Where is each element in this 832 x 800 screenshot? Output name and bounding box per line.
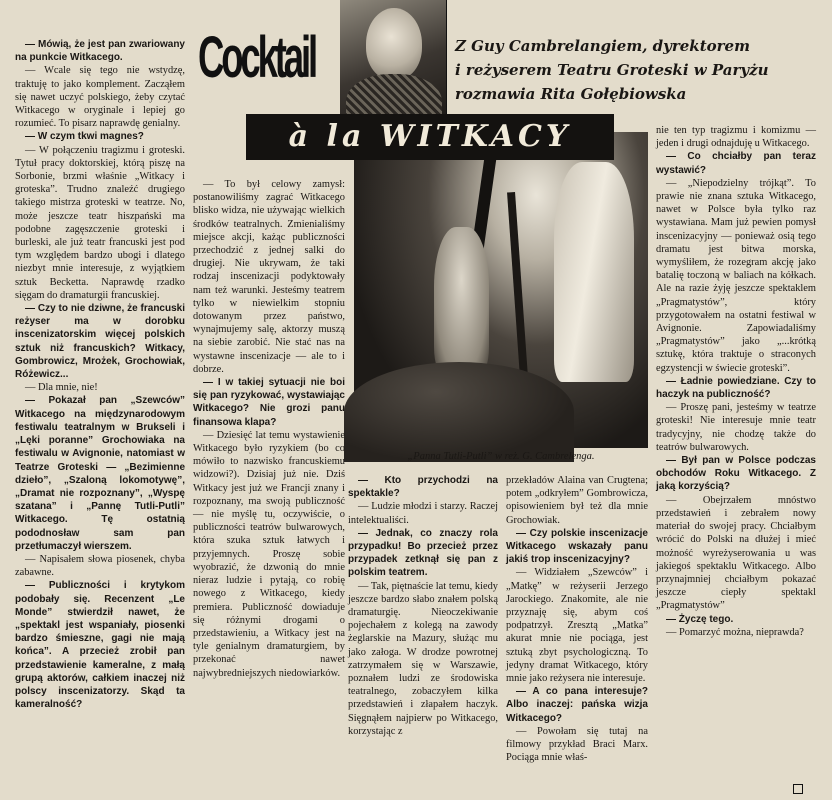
question-paragraph: — I w takiej sytuacji nie boi się pan ryzykować, wystawiając Witkacego? Nie grozi panu finansowa klapa?	[193, 377, 345, 428]
intro-line: Z Guy Cambrelangiem, dyrektorem	[455, 37, 750, 55]
end-square-icon	[793, 784, 803, 794]
question-paragraph: — W czym tkwi magnes?	[25, 131, 144, 143]
column-4	[506, 474, 648, 798]
question-paragraph: — Publiczności i krytykom podobały się. Recenzent „Le Monde” stwierdził nawet, że „spektakl jest wspaniały, piosenki bardzo śmieszne, gagi nie mają końca”. A przecież zrobił pan przedstawienie kameralne, z małą grupą aktorów, całkiem inaczej niż polscy inscenizatorzy. Skąd ta kameralność?	[15, 580, 185, 711]
portrait-head-shape	[366, 8, 422, 80]
intro-line: rozmawia Rita Gołębiowska	[455, 85, 687, 103]
headline: Cocktail	[198, 25, 315, 90]
question-paragraph: — Pokazał pan „Szewców” Witkacego na międzynarodowym festiwalu teatralnym w Brukseli i „Lęki poranne” Grochowiaka na festiwalu w Avignonie, natomiast w Teatrze Groteski — „Bezimienne dzieło”, „Szaloną lokomotywę”, „Dramat nie rozpoznany”, „Wyspę szatana” i „Pannę Tutli-Putli” Witkacego. Tę ostatnią pododnosław sam pan przetłumaczył wierszem.	[15, 395, 185, 552]
answer-paragraph: — To był celowy zamysł: postanowiliśmy zagrać Witkacego blisko widza, nie używając wielkich środków teatralnych. Zmienialiśmy miejsce akcji, każąc publiczności przechodzić z jednej salki do drugiej. Nie ukrywam, że taki rodzaj inscenizacji podyktowały nam też warunki. Jesteśmy teatrem tylko w niewielkim stopniu dotowanym przez państwo, wynajmujemy salę, aktorzy muszą na siebie zarobić. Nie stać nas na wystawne inscenizacje — ale to i dobrze.	[193, 179, 345, 375]
column-1	[15, 38, 185, 798]
question-paragraph: — Był pan w Polsce podczas obchodów Roku Witkacego. Z jaką korzyścią?	[656, 455, 816, 493]
intro-line: i reżyserem Teatru Groteski w Paryżu	[455, 61, 769, 79]
answer-paragraph: — Dziesięć lat temu wystawienie Witkacego było ryzykiem (bo co mówiło to nazwisko francuskiemu widzowi?). Dzisiaj już nie. Dziś Witkacy jest już we Francji znany i rozpoznany, ma swoją publiczność — nie myślę tu, oczywiście, o publiczności teatrów bulwarowych, która szuka sztuk łatwych i przyjemnych. Proszę sobie wyobrazić, że dzwonią do mnie nieraz ludzie i pytają, co robię nowego z Witkacego, kiedy premiera. Publiczność dowiaduje się różnymi drogami o przedstawieniu, a Witkacy jest na tyle genialnym dramaturgiem, by przekonać nawet najwybredniejszych niedowiarków.	[193, 429, 345, 679]
answer-paragraph: — „Niepodzielny trójkąt”. To prawie nie znana sztuka Witkacego, nawet w Polsce była tylko raz wystawiana. Mam już pewien pomysł inscenizacyjny — ponieważ osią tego dramatu jest bitwa morska, wymyśliłem, że rozegram akcję jako batalię toczoną w baliach na kółkach. Ale na razie żyję jeszcze spektaklem „Pragmatystów”, który przygotowałem na ostatni festiwal w Avignonie. Zapowiadaliśmy „Pragmatystów” jako „...krótką sztukę, która traktuje o straconych egzystencji w świecie groteski”.	[656, 177, 816, 374]
answer-paragraph: nie ten typ tragizmu i komizmu — jeden i drugi odnajduję u Witkacego.	[656, 125, 816, 150]
intro-byline	[455, 34, 815, 106]
question-paragraph: — Jednak, co znaczy rola przypadku! Bo przecież przez przypadek zetknął się pan z polskim teatrem.	[348, 527, 498, 579]
question-paragraph: — Co chciałby pan teraz wystawić?	[656, 151, 816, 176]
answer-paragraph: — Proszę pani, jesteśmy w teatrze groteski! Nie interesuje mnie teatr tradycyjny, nie chodzę także do teatrów bulwarowych.	[656, 402, 816, 453]
answer-paragraph: — Obejrzałem mnóstwo przedstawień i zebrałem nowy materiał do swojej pracy. Chciałbym wrócić do Polski na dłużej i mieć możność wyreżyserowania u was jakiegoś spektaklu Witkacego. Albo przynajmniej chciałbym pokazać jeszcze ciepły spektakl „Pragmatystów”	[656, 494, 816, 612]
answer-paragraph: — W połączeniu tragizmu i groteski. Tytuł pracy doktorskiej, którą piszę na Sorbonie, brzmi właśnie „Witkacy i groteska”. Trudno znaleźć drugiego takiego mistrza groteski w teatrze. No, może jeszcze teatr hiszpański ma podobne zagęszczenie groteski i burleski, ale już teatr francuski jest pod tym względem bardzo ubogi i dlatego niezbyt mnie interesuje, z wyjątkiem sztuk Becketta. Naprawdę rzadko sięgam do dramaturgii francuskiej.	[15, 144, 185, 301]
question-paragraph: — Czy to nie dziwne, że francuski reżyser ma w dorobku inscenizatorskim więcej polskich sztuk niż francuskich? Witkacy, Gombrowicz, Mrożek, Grochowiak, Różewicz...	[15, 303, 185, 381]
question-paragraph: — Czy polskie inscenizacje Witkacego wskazały panu jakiś trop inscenizacyjny?	[506, 527, 648, 566]
answer-paragraph: przekładów Alaina van Crugtena; potem „odkryłem” Gombrowicza, opisowieniem był też dla mnie Grochowiak.	[506, 475, 648, 526]
answer-paragraph: — Widziałem „Szewców” i „Matkę” w reżyserii Jerzego Jarockiego. Znakomite, ale nie przyznaję się, abym coś podpatrzył. Zresztą „Matka” akurat mnie nie pociąga, jest sztuką zbyt psychologiczną. To jedyny dramat Witkacego, który mnie jako reżysera nie interesuje.	[506, 567, 648, 685]
actress-figure	[554, 162, 634, 382]
question-paragraph: — Kto przychodzi na spektakle?	[348, 475, 498, 500]
column-3	[348, 474, 498, 798]
column-2	[193, 178, 345, 798]
question-paragraph: — Ładnie powiedziane. Czy to haczyk na publiczność?	[656, 375, 816, 401]
actor-figure	[434, 227, 489, 377]
column-5	[656, 124, 816, 796]
answer-paragraph: — Wcale się tego nie wstydzę, traktuję to jako komplement. Zacząłem się nawet uczyć polskiego, żeby czytać Witkacego w oryginale i lepiej go rozumieć. To pisarz naprawdę genialny.	[15, 65, 185, 130]
answer-paragraph: — Powołam się tutaj na filmowy przykład Braci Marx. Pociąga mnie właś-	[506, 725, 648, 764]
answer-paragraph: — Tak, piętnaście lat temu, kiedy jeszcze bardzo słabo znałem polską dramaturgię. Nieoczekiwanie pojechałem z kolegą na zawody żeglarskie na Mazury, służąc mu jako załoga. W drodze powrotnej zatrzymałem się w Warszawie, poznałem ludzi ze środowiska teatralnego, zobaczyłem kilka przedstawień i złapałem haczyk. Sięgnąłem najpierw po Witkacego, korzystając z	[348, 580, 498, 737]
answer-paragraph: — Ludzie młodzi i starzy. Raczej intelektualiści.	[348, 501, 498, 526]
photo-caption: „Panna Tutli-Putli” w reż. G. Cambrelenga.	[407, 451, 595, 462]
question-paragraph: — A co pana interesuje? Albo inaczej: pańska wizja Witkacego?	[506, 686, 648, 724]
question-paragraph: — Mówią, że jest pan zwariowany na punkcie Witkacego.	[15, 39, 185, 64]
title-banner: à la WITKACY	[246, 114, 614, 160]
audience-silhouettes	[344, 362, 574, 462]
portrait-photo	[340, 0, 447, 118]
answer-paragraph: — Dla mnie, nie!	[25, 382, 98, 394]
answer-paragraph: — Napisałem słowa piosenek, chyba zabawne.	[15, 553, 185, 579]
question-paragraph: — Życzę tego.	[666, 613, 734, 625]
answer-paragraph: — Pomarzyć można, nieprawda?	[666, 626, 804, 638]
stage-photo	[354, 132, 648, 448]
